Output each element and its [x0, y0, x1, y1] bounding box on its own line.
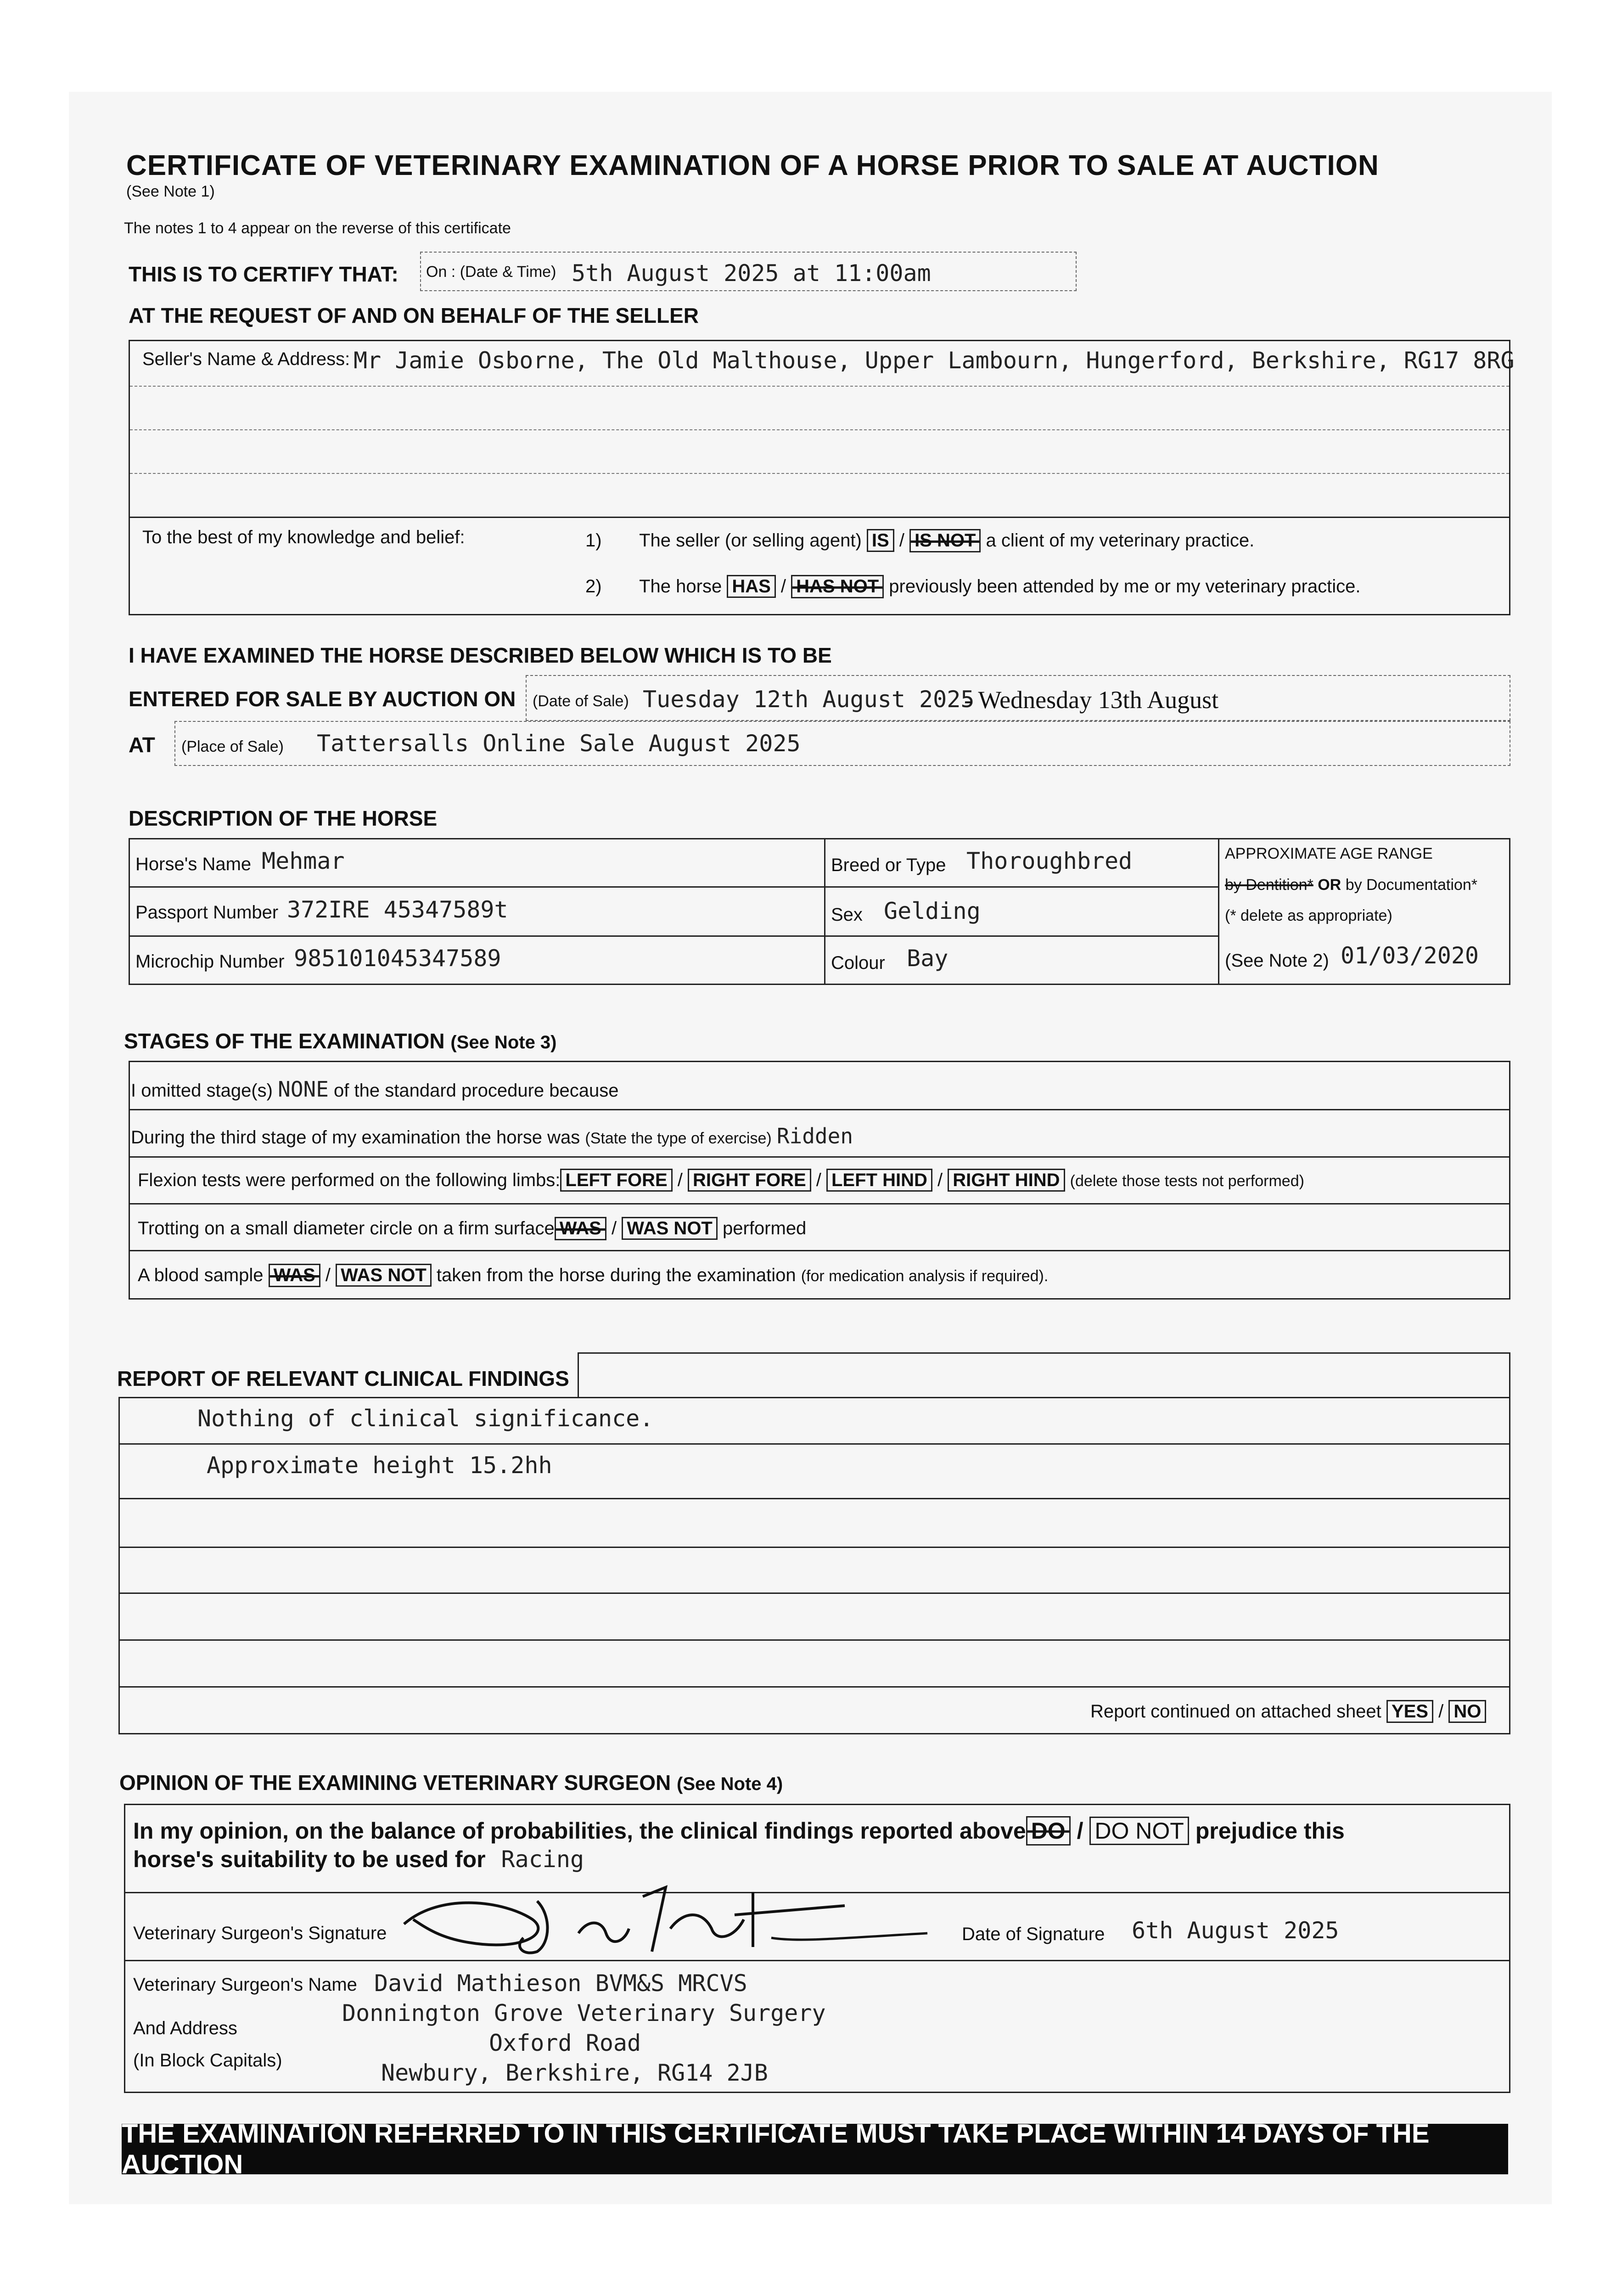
sale-date-value: Tuesday 12th August 2025: [643, 686, 975, 713]
seller-name-label: Seller's Name & Address:: [142, 349, 350, 369]
address-line-2[interactable]: Oxford Road: [489, 2030, 641, 2056]
item1-post: a client of my veterinary practice.: [986, 530, 1255, 551]
seller-heading: AT THE REQUEST OF AND ON BEHALF OF THE SELLER: [129, 304, 699, 327]
see-note-1: (See Note 1): [126, 183, 215, 200]
entered-label: ENTERED FOR SALE BY AUCTION ON: [129, 687, 516, 711]
breed-label: Breed or Type: [831, 855, 946, 875]
vet-name-value[interactable]: David Mathieson BVM&S MRCVS: [374, 1970, 747, 1997]
use-value[interactable]: Racing: [501, 1846, 584, 1873]
omitted-row: I omitted stage(s) NONE of the standard procedure because: [131, 1077, 619, 1102]
sale-place-value: Tattersalls Online Sale August 2025: [317, 730, 801, 757]
item1-text: The seller (or selling agent): [639, 530, 862, 551]
address-line-1[interactable]: Donnington Grove Veterinary Surgery: [342, 2000, 826, 2026]
microchip-value[interactable]: 985101045347589: [294, 945, 501, 972]
address-line-3[interactable]: Newbury, Berkshire, RG14 2JB: [381, 2060, 768, 2086]
opinion-suitability: horse's suitability to be used for Racing: [133, 1846, 584, 1873]
stages-heading: STAGES OF THE EXAMINATION (See Note 3): [124, 1029, 557, 1053]
signature-label: Veterinary Surgeon's Signature: [133, 1923, 387, 1943]
seller-item-2: 2) The horse HAS / HAS NOT previously been attended by me or my veterinary practice.: [585, 575, 1360, 598]
vet-name-label: Veterinary Surgeon's Name: [133, 1975, 357, 1995]
findings-box: [118, 1397, 1510, 1734]
address-label: And Address: [133, 2018, 237, 2038]
age-methods: by Dentition* OR by Documentation*: [1225, 876, 1477, 894]
finding-line-1[interactable]: Nothing of clinical significance.: [197, 1405, 654, 1432]
sex-value[interactable]: Gelding: [884, 898, 981, 924]
trot-was-not[interactable]: WAS NOT: [622, 1217, 718, 1240]
exercise-value[interactable]: Ridden: [776, 1124, 853, 1148]
sale-date-label: (Date of Sale): [533, 692, 629, 710]
trotting-row: Trotting on a small diameter circle on a firm surface WAS / WAS NOT performed: [138, 1217, 806, 1240]
findings-heading-box: [578, 1352, 1510, 1398]
sale-place-label: (Place of Sale): [181, 738, 284, 755]
continued-yes[interactable]: YES: [1386, 1700, 1433, 1723]
omitted-value[interactable]: NONE: [278, 1077, 329, 1102]
option-is[interactable]: IS: [867, 529, 894, 552]
seller-item-1: 1) The seller (or selling agent) IS / IS NOT a client of my veterinary practice.: [585, 529, 1254, 552]
flexion-row: Flexion tests were performed on the following limbs: LEFT FORE / RIGHT FORE / LEFT HIND / RIGHT HIND (delete those tests not performed): [138, 1170, 1304, 1191]
third-stage-row: During the third stage of my examination the horse was (State the type of exercise) Ridden: [131, 1124, 853, 1148]
findings-heading: REPORT OF RELEVANT CLINICAL FINDINGS: [117, 1367, 569, 1390]
at-label: AT: [129, 733, 155, 757]
trot-was-struck[interactable]: WAS: [555, 1217, 606, 1240]
knowledge-label: To the best of my knowledge and belief:: [142, 527, 465, 547]
date-signature-value[interactable]: 6th August 2025: [1132, 1917, 1339, 1944]
passport-value[interactable]: 372IRE 45347589t: [287, 896, 508, 923]
colour-value[interactable]: Bay: [907, 945, 949, 972]
option-is-not-struck[interactable]: IS NOT: [909, 529, 981, 552]
age-delete-note: (* delete as appropriate): [1225, 907, 1392, 924]
item2-text: The horse: [639, 576, 722, 597]
opinion-text: In my opinion, on the balance of probabilities, the clinical findings reported above DO / DO NOT prejudice this: [133, 1816, 1345, 1846]
limb-left-hind[interactable]: LEFT HIND: [826, 1169, 932, 1192]
vet-signature: [386, 1874, 937, 1965]
opinion-heading: OPINION OF THE EXAMINING VETERINARY SURGEON (See Note 4): [119, 1771, 783, 1795]
certify-label: THIS IS TO CERTIFY THAT:: [129, 262, 398, 286]
seller-box: [129, 340, 1510, 615]
colour-label: Colour: [831, 953, 885, 973]
date-signature-label: Date of Signature: [962, 1924, 1105, 1944]
age-dentition-struck[interactable]: by Dentition*: [1225, 876, 1313, 894]
limb-right-fore[interactable]: RIGHT FORE: [688, 1169, 811, 1192]
footer-banner: THE EXAMINATION REFERRED TO IN THIS CERTIFICATE MUST TAKE PLACE WITHIN 14 DAYS OF THE AUCTION: [122, 2124, 1508, 2174]
address-sub-label: (In Block Capitals): [133, 2050, 282, 2071]
date-time-value: 5th August 2025 at 11:00am: [572, 260, 931, 287]
notes-text: The notes 1 to 4 appear on the reverse of this certificate: [124, 219, 511, 237]
opinion-do-struck[interactable]: DO: [1026, 1816, 1071, 1846]
breed-value[interactable]: Thoroughbred: [966, 848, 1133, 874]
date-time-label: On : (Date & Time): [426, 263, 556, 281]
microchip-label: Microchip Number: [135, 951, 285, 972]
age-documentation[interactable]: by Documentation*: [1345, 876, 1477, 894]
age-value[interactable]: 01/03/2020: [1341, 942, 1479, 969]
horse-name-label: Horse's Name: [135, 854, 252, 874]
opinion-do-not[interactable]: DO NOT: [1089, 1817, 1189, 1845]
blood-was-struck[interactable]: WAS: [269, 1264, 320, 1287]
age-see-note: (See Note 2): [1225, 951, 1329, 971]
horse-heading: DESCRIPTION OF THE HORSE: [129, 806, 438, 830]
limb-right-hind[interactable]: RIGHT HIND: [948, 1169, 1065, 1192]
blood-row: A blood sample WAS / WAS NOT taken from the horse during the examination (for medication analysis if required).: [138, 1264, 1048, 1287]
option-has-not-struck[interactable]: HAS NOT: [791, 575, 884, 598]
seller-name-value[interactable]: Mr Jamie Osborne, The Old Malthouse, Upper Lambourn, Hungerford, Berkshire, RG17 8RG: [354, 347, 1515, 374]
report-continued-row: Report continued on attached sheet YES / NO: [1090, 1701, 1486, 1722]
limb-left-fore[interactable]: LEFT FORE: [560, 1169, 672, 1192]
item2-number: 2): [585, 576, 602, 597]
passport-label: Passport Number: [135, 902, 279, 923]
blood-was-not[interactable]: WAS NOT: [336, 1264, 432, 1287]
certificate-title: CERTIFICATE OF VETERINARY EXAMINATION OF A HORSE PRIOR TO SALE AT AUCTION: [126, 150, 1379, 181]
sale-heading: I HAVE EXAMINED THE HORSE DESCRIBED BELOW WHICH IS TO BE: [129, 643, 832, 667]
sex-label: Sex: [831, 905, 863, 925]
finding-line-2[interactable]: Approximate height 15.2hh: [207, 1452, 552, 1479]
age-heading: APPROXIMATE AGE RANGE: [1225, 845, 1433, 862]
item1-number: 1): [585, 530, 602, 551]
option-has[interactable]: HAS: [727, 575, 775, 598]
horse-name-value[interactable]: Mehmar: [262, 848, 345, 874]
sale-date-extra: - Wednesday 13th August: [964, 686, 1219, 714]
item2-post: previously been attended by me or my veterinary practice.: [889, 576, 1361, 597]
continued-no[interactable]: NO: [1448, 1700, 1486, 1723]
